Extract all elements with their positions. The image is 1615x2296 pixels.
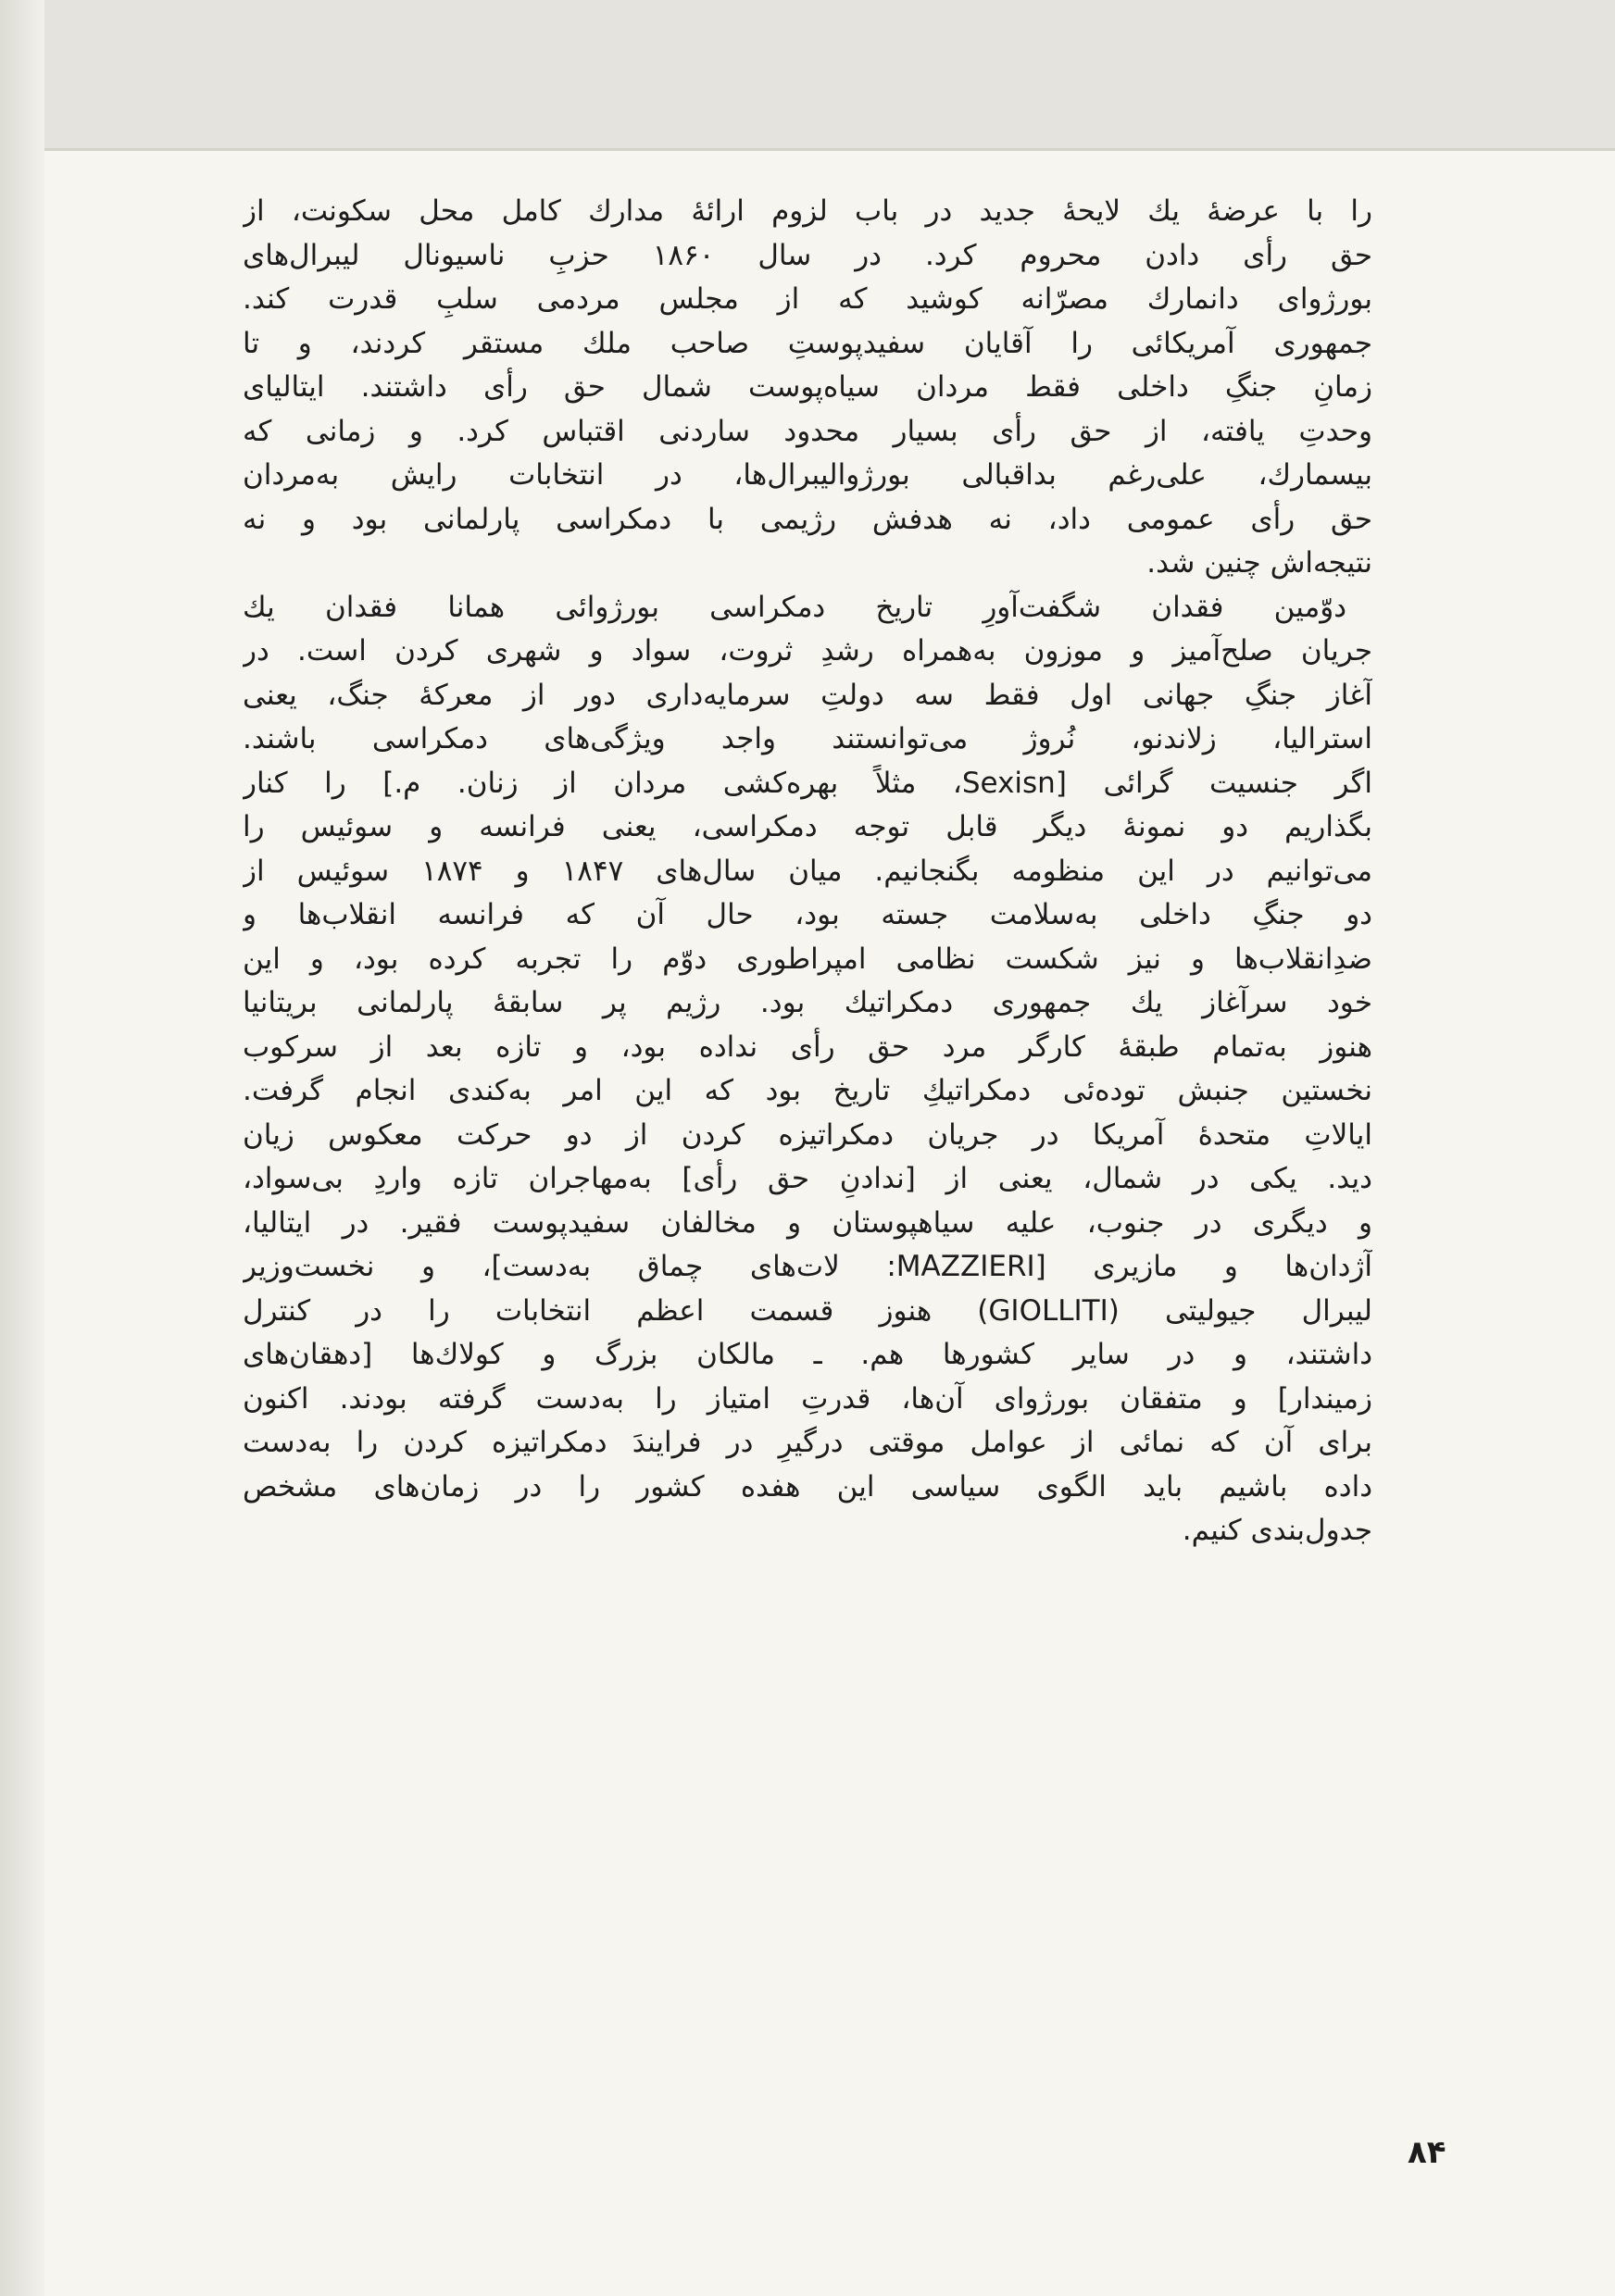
text-line: بورژوای دانمارك مصرّانه كوشید كه از مجلس مردمی سلبِ قدرت كند. — [243, 282, 1372, 316]
text-line: جریان صلح‌آمیز و موزون به‌همراه رشدِ ثروت، سواد و شهری كردن است. در — [243, 634, 1372, 668]
page-number: ۸۴ — [1408, 2134, 1446, 2171]
text-line: جمهوری آمریكائی را آقایان سفیدپوستِ صاحب ملك مستقر كردند، و تا — [243, 326, 1372, 360]
text-line: برای آن كه نمائی از عوامل موقتی درگیرِ در فرایندَ دمكراتیزه كردن را به‌دست — [243, 1426, 1372, 1459]
scan-left-edge — [0, 0, 44, 2296]
text-line: استرالیا، زلاندنو، نُروژ می‌توانستند واجد ویژگی‌های دمكراسی باشند. — [243, 722, 1372, 755]
text-line: زمانِ جنگِ داخلی فقط مردان سیاه‌پوست شمال حق رأی داشتند. ایتالیای — [243, 370, 1372, 404]
text-line: ضدِانقلاب‌ها و نیز شكست نظامی امپراطوری دوّم را تجربه كرده بود، و این — [243, 942, 1372, 976]
text-line: آغاز جنگِ جهانی اول فقط سه دولتِ سرمایه‌داری دور از معركهٔ جنگ، یعنی — [243, 678, 1372, 712]
text-line: جدول‌بندی كنیم. — [1182, 1514, 1372, 1547]
text-line: داشتند، و در سایر كشورها هم. ـ مالكان بزرگ و كولاك‌ها [دهقان‌های — [243, 1338, 1372, 1371]
text-line: خود سرآغاز یك جمهوری دمكراتیك بود. رژیم پر سابقهٔ پارلمانی بریتانیا — [243, 986, 1372, 1019]
text-line: نتیجه‌اش چنین شد. — [1146, 546, 1372, 580]
body-text — [243, 190, 1372, 1554]
text-line: حق رأی عمومی داد، نه هدفش رژیمی با دمكراسی پارلمانی بود و نه — [243, 502, 1372, 536]
text-line: وحدتِ یافته، از حق رأی بسیار محدود ساردنی اقتباس كرد. و زمانی كه — [243, 414, 1372, 448]
scan-top-margin — [0, 0, 1615, 151]
text-line: می‌توانیم در این منظومه بگنجانیم. میان سال‌های ۱۸۴۷ و ۱۸۷۴ سوئیس از — [243, 854, 1372, 888]
text-line: هنوز به‌تمام طبقهٔ كارگر مرد حق رأی نداده بود، و تازه بعد از سركوب — [243, 1029, 1372, 1064]
paragraph-1 — [243, 190, 1372, 586]
text-line: دید. یكی در شمال، یعنی از [ندادنِ حق رأی] به‌مهاجران تازه واردِ بی‌سواد، — [243, 1162, 1372, 1195]
text-line: بیسمارك، علی‌رغم بداقبالی بورژوالیبرال‌ها، در انتخابات رایش به‌مردان — [243, 458, 1372, 492]
text-line: دوّمین فقدان شگفت‌آورِ تاریخ دمكراسی بورژوائی همانا فقدان یك — [243, 590, 1346, 624]
text-line: زمیندار] و متفقان بورژوای آن‌ها، قدرتِ امتیاز را به‌دست گرفته بودند. اكنون — [243, 1381, 1372, 1416]
text-line: آژدان‌ها و مازیری [MAZZIERI: لات‌های چماق به‌دست]، و نخست‌وزیر — [243, 1250, 1372, 1283]
text-line: و دیگری در جنوب، علیه سیاهپوستان و مخالفان سفیدپوست فقیر. در ایتالیا، — [243, 1205, 1372, 1240]
text-line: اگر جنسیت گرائی [Sexisn، مثلاً بهره‌كشی مردان از زنان. م.] را كنار — [243, 766, 1372, 800]
text-line: ایالاتِ متحدهٔ آمریكا در جریان دمكراتیزه كردن از دو حركت معكوس زیان — [243, 1117, 1372, 1152]
text-line: حق رأی دادن محروم كرد. در سال ۱۸۶۰ حزبِ ناسیونال لیبرال‌های — [243, 238, 1372, 272]
text-line: را با عرضهٔ یك لایحهٔ جدید در باب لزوم ارائهٔ مدارك كامل محل سكونت، از — [243, 194, 1372, 228]
text-line: داده باشیم باید الگوی سیاسی این هفده كشور را در زمان‌های مشخص — [243, 1469, 1372, 1504]
text-line: دو جنگِ داخلی به‌سلامت جسته بود، حال آن كه فرانسه انقلاب‌ها و — [243, 898, 1372, 931]
text-line: لیبرال جیولیتی (GIOLLITI) هنوز قسمت اعظم انتخابات را در كنترل — [243, 1293, 1372, 1328]
text-line: نخستین جنبش توده‌ئی دمكراتیكِ تاریخ بود كه این امر به‌كندی انجام گرفت. — [243, 1074, 1372, 1107]
paragraph-2 — [243, 586, 1372, 1554]
text-line: بگذاریم دو نمونهٔ دیگر قابل توجه دمكراسی، یعنی فرانسه و سوئیس را — [243, 810, 1372, 843]
